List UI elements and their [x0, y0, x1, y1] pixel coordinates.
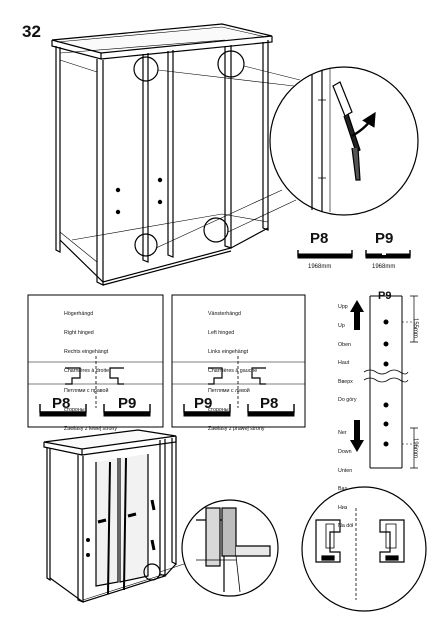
profile-p8-label: P8: [310, 230, 329, 247]
step-number: 32: [22, 22, 41, 41]
profile-p9-length: 1968mm: [372, 264, 396, 270]
left-hinged-profile-right: P8: [260, 395, 279, 412]
profile-p9-label: P9: [375, 230, 394, 247]
zoom-detail-corner: [182, 500, 278, 596]
greenhouse-frame-top: [52, 24, 300, 285]
profile-length-detail: [364, 296, 418, 468]
up-direction-text: Upp Up Oben Haut Вверх Do góry: [338, 304, 357, 404]
profile-p8-length: 1968mm: [308, 264, 332, 270]
dim-top: 155mm: [412, 318, 418, 339]
profile-detail-label: P9: [378, 290, 392, 302]
down-direction-text: Ner Down Unten Bas Низ Na dół: [338, 430, 354, 530]
zoom-detail-screwdriver: [270, 67, 418, 215]
right-hinged-text: Högerhängd Right hinged Rechts eingehängt Charnières à droite Петлями с правой стороны Zawiasy z lewej strony: [64, 310, 117, 433]
greenhouse-frame-bottom: [44, 430, 196, 602]
profile-strips: [298, 250, 410, 258]
dim-bottom: 196mm: [412, 438, 418, 459]
left-hinged-text: Vänsterhängd Left hinged Links eingehängt Charnières à gauche Петлями с левой стороны Zawiasy z prawej strony: [208, 310, 265, 433]
zoom-detail-profiles: [302, 487, 426, 611]
right-hinged-profile-left: P8: [52, 395, 71, 412]
left-hinged-profile-left: P9: [194, 395, 213, 412]
right-hinged-profile-right: P9: [118, 395, 137, 412]
